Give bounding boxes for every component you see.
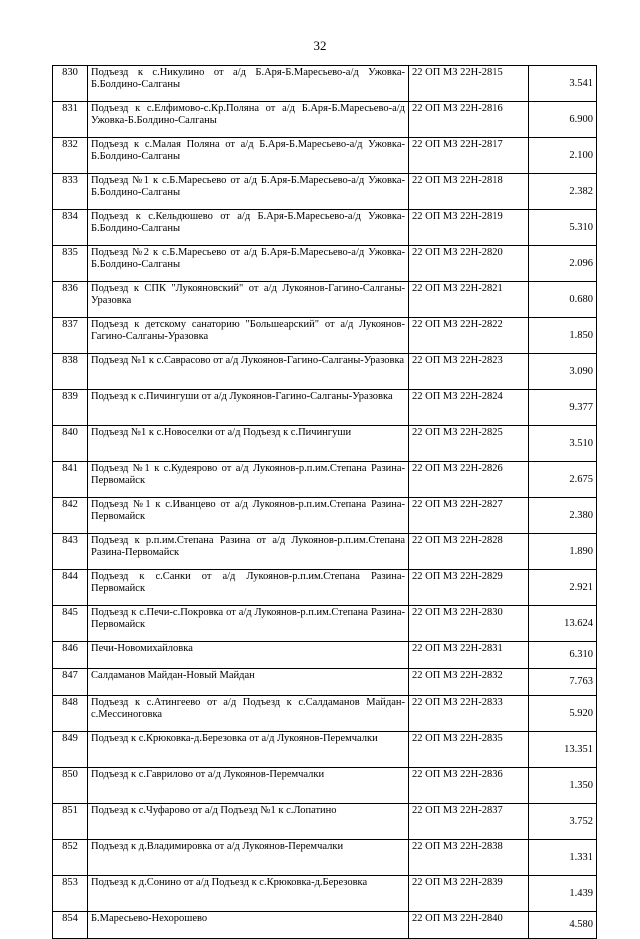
road-length: 1.850: [529, 318, 597, 354]
road-code: 22 ОП МЗ 22Н-2816: [409, 102, 529, 138]
row-number: 840: [53, 426, 88, 462]
road-name: Подъезд №1 к с.Б.Маресьево от а/д Б.Аря-Б.Маресьево-а/д Ужовка-Б.Болдино-Салганы: [88, 174, 409, 210]
row-number: 834: [53, 210, 88, 246]
row-number: 851: [53, 804, 88, 840]
road-code: 22 ОП МЗ 22Н-2823: [409, 354, 529, 390]
table-row: [53, 174, 597, 210]
road-length: 3.752: [529, 804, 597, 840]
road-code: 22 ОП МЗ 22Н-2835: [409, 732, 529, 768]
road-code: 22 ОП МЗ 22Н-2833: [409, 696, 529, 732]
road-name: Подъезд №2 к с.Б.Маресьево от а/д Б.Аря-Б.Маресьево-а/д Ужовка-Б.Болдино-Салганы: [88, 246, 409, 282]
table-row: [53, 768, 597, 804]
row-number: 839: [53, 390, 88, 426]
table-row: [53, 282, 597, 318]
road-name: Подъезд №1 к с.Новоселки от а/д Подъезд к с.Пичингуши: [88, 426, 409, 462]
road-length: 1.331: [529, 840, 597, 876]
row-number: 845: [53, 606, 88, 642]
road-code: 22 ОП МЗ 22Н-2830: [409, 606, 529, 642]
row-number: 836: [53, 282, 88, 318]
table-row: [53, 66, 597, 102]
road-name: Б.Маресьево-Нехорошево: [88, 912, 409, 939]
road-length: 7.763: [529, 669, 597, 696]
road-name: Подъезд к с.Гаврилово от а/д Лукоянов-Перемчалки: [88, 768, 409, 804]
road-code: 22 ОП МЗ 22Н-2826: [409, 462, 529, 498]
row-number: 837: [53, 318, 88, 354]
table-row: [53, 390, 597, 426]
road-length: 5.310: [529, 210, 597, 246]
row-number: 852: [53, 840, 88, 876]
road-length: 3.541: [529, 66, 597, 102]
road-code: 22 ОП МЗ 22Н-2831: [409, 642, 529, 669]
road-length: 3.090: [529, 354, 597, 390]
road-name: Подъезд к детскому санаторию "Большеарский" от а/д Лукоянов-Гагино-Салганы-Уразовка: [88, 318, 409, 354]
road-length: 0.680: [529, 282, 597, 318]
table-row: [53, 570, 597, 606]
road-length: 1.439: [529, 876, 597, 912]
row-number: 838: [53, 354, 88, 390]
road-code: 22 ОП МЗ 22Н-2839: [409, 876, 529, 912]
road-length: 5.920: [529, 696, 597, 732]
road-name: Подъезд к СПК "Лукояновский" от а/д Лукоянов-Гагино-Салганы-Уразовка: [88, 282, 409, 318]
road-code: 22 ОП МЗ 22Н-2825: [409, 426, 529, 462]
road-name: Подъезд к с.Чуфарово от а/д Подъезд №1 к с.Лопатино: [88, 804, 409, 840]
road-name: Подъезд №1 к с.Саврасово от а/д Лукоянов-Гагино-Салганы-Уразовка: [88, 354, 409, 390]
road-name: Подъезд к с.Санки от а/д Лукоянов-р.п.им.Степана Разина-Первомайск: [88, 570, 409, 606]
road-length: 6.310: [529, 642, 597, 669]
road-name: Подъезд №1 к с.Кудеярово от а/д Лукоянов-р.п.им.Степана Разина-Первомайск: [88, 462, 409, 498]
table-row: [53, 462, 597, 498]
road-length: 2.675: [529, 462, 597, 498]
road-length: 3.510: [529, 426, 597, 462]
row-number: 833: [53, 174, 88, 210]
road-name: Подъезд №1 к с.Иванцево от а/д Лукоянов-р.п.им.Степана Разина-Первомайск: [88, 498, 409, 534]
table-row: [53, 696, 597, 732]
table-row: [53, 804, 597, 840]
road-length: 6.900: [529, 102, 597, 138]
road-name: Подъезд к р.п.им.Степана Разина от а/д Лукоянов-р.п.им.Степана Разина-Первомайск: [88, 534, 409, 570]
row-number: 835: [53, 246, 88, 282]
road-code: 22 ОП МЗ 22Н-2822: [409, 318, 529, 354]
road-code: 22 ОП МЗ 22Н-2840: [409, 912, 529, 939]
road-length: 2.380: [529, 498, 597, 534]
row-number: 832: [53, 138, 88, 174]
road-length: 9.377: [529, 390, 597, 426]
road-code: 22 ОП МЗ 22Н-2836: [409, 768, 529, 804]
road-name: Подъезд к с.Атингеево от а/д Подъезд к с.Салдаманов Майдан-с.Мессиноговка: [88, 696, 409, 732]
table-row: [53, 426, 597, 462]
row-number: 843: [53, 534, 88, 570]
road-length: 2.921: [529, 570, 597, 606]
road-code: 22 ОП МЗ 22Н-2827: [409, 498, 529, 534]
row-number: 848: [53, 696, 88, 732]
road-code: 22 ОП МЗ 22Н-2824: [409, 390, 529, 426]
road-name: Подъезд к с.Печи-с.Покровка от а/д Лукоянов-р.п.им.Степана Разина-Первомайск: [88, 606, 409, 642]
row-number: 841: [53, 462, 88, 498]
table-row: [53, 498, 597, 534]
table-row: [53, 912, 597, 939]
road-length: 13.624: [529, 606, 597, 642]
roads-table-body: [53, 66, 597, 939]
table-row: [53, 876, 597, 912]
table-row: [53, 732, 597, 768]
road-name: Подъезд к д.Владимировка от а/д Лукоянов-Перемчалки: [88, 840, 409, 876]
road-name: Печи-Новомихайловка: [88, 642, 409, 669]
road-name: Салдаманов Майдан-Новый Майдан: [88, 669, 409, 696]
page-number: 32: [313, 38, 327, 53]
road-name: Подъезд к д.Сонино от а/д Подъезд к с.Крюковка-д.Березовка: [88, 876, 409, 912]
road-length: 2.096: [529, 246, 597, 282]
road-code: 22 ОП МЗ 22Н-2832: [409, 669, 529, 696]
table-row: [53, 642, 597, 669]
table-row: [53, 210, 597, 246]
row-number: 842: [53, 498, 88, 534]
road-length: 2.100: [529, 138, 597, 174]
road-name: Подъезд к с.Кельдюшево от а/д Б.Аря-Б.Маресьево-а/д Ужовка-Б.Болдино-Салганы: [88, 210, 409, 246]
table-row: [53, 318, 597, 354]
table-row: [53, 138, 597, 174]
road-code: 22 ОП МЗ 22Н-2819: [409, 210, 529, 246]
row-number: 844: [53, 570, 88, 606]
table-row: [53, 606, 597, 642]
row-number: 854: [53, 912, 88, 939]
road-code: 22 ОП МЗ 22Н-2837: [409, 804, 529, 840]
road-code: 22 ОП МЗ 22Н-2821: [409, 282, 529, 318]
road-code: 22 ОП МЗ 22Н-2838: [409, 840, 529, 876]
road-code: 22 ОП МЗ 22Н-2829: [409, 570, 529, 606]
road-length: 1.890: [529, 534, 597, 570]
road-name: Подъезд к с.Пичингуши от а/д Лукоянов-Гагино-Салганы-Уразовка: [88, 390, 409, 426]
row-number: 830: [53, 66, 88, 102]
road-name: Подъезд к с.Малая Поляна от а/д Б.Аря-Б.Маресьево-а/д Ужовка-Б.Болдино-Салганы: [88, 138, 409, 174]
road-code: 22 ОП МЗ 22Н-2820: [409, 246, 529, 282]
road-name: Подъезд к с.Крюковка-д.Березовка от а/д Лукоянов-Перемчалки: [88, 732, 409, 768]
road-length: 2.382: [529, 174, 597, 210]
road-code: 22 ОП МЗ 22Н-2817: [409, 138, 529, 174]
table-row: [53, 246, 597, 282]
table-row: [53, 669, 597, 696]
road-code: 22 ОП МЗ 22Н-2818: [409, 174, 529, 210]
table-row: [53, 534, 597, 570]
roads-table: [52, 65, 597, 939]
table-row: [53, 102, 597, 138]
road-length: 13.351: [529, 732, 597, 768]
row-number: 850: [53, 768, 88, 804]
road-code: 22 ОП МЗ 22Н-2828: [409, 534, 529, 570]
road-length: 1.350: [529, 768, 597, 804]
row-number: 847: [53, 669, 88, 696]
row-number: 831: [53, 102, 88, 138]
table-row: [53, 354, 597, 390]
row-number: 849: [53, 732, 88, 768]
road-name: Подъезд к с.Елфимово-с.Кр.Поляна от а/д Б.Аря-Б.Маресьево-а/д Ужовка-Б.Болдино-Салганы: [88, 102, 409, 138]
road-name: Подъезд к с.Никулино от а/д Б.Аря-Б.Маресьево-а/д Ужовка-Б.Болдино-Салганы: [88, 66, 409, 102]
row-number: 853: [53, 876, 88, 912]
road-length: 4.580: [529, 912, 597, 939]
table-row: [53, 840, 597, 876]
road-code: 22 ОП МЗ 22Н-2815: [409, 66, 529, 102]
row-number: 846: [53, 642, 88, 669]
